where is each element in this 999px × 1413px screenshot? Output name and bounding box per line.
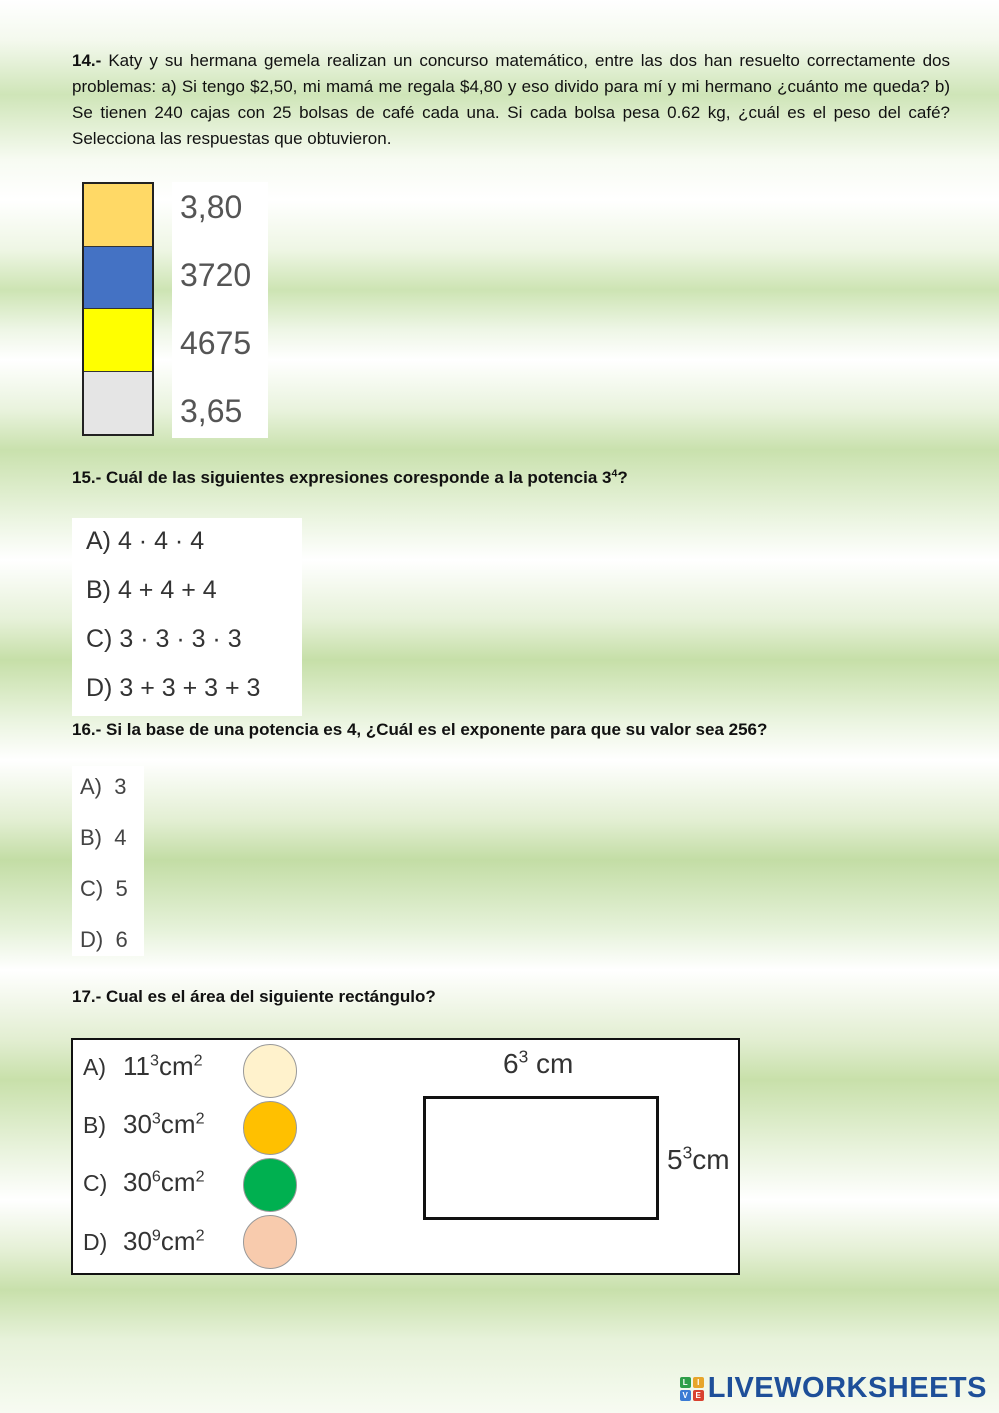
q17-option-exp: 3: [151, 1109, 161, 1128]
q14-color-swatches: [82, 182, 154, 436]
q16-option-letter: A): [80, 774, 102, 799]
q16-option-letter: D): [80, 927, 104, 952]
q15-option-c[interactable]: [72, 616, 302, 665]
q17-option-c[interactable]: [83, 1162, 205, 1202]
q17-answer-circle[interactable]: [243, 1044, 297, 1098]
q15-option-letter: B): [86, 576, 111, 604]
question-14-number: 14.-: [72, 51, 102, 70]
rectangle-figure: [423, 1096, 659, 1220]
q15-option-a[interactable]: [72, 518, 302, 567]
question-16-title: 16.- Si la base de una potencia es 4, ¿Cuál es el exponente para que su valor sea 256?: [72, 720, 768, 739]
q14-swatch[interactable]: [84, 309, 152, 372]
height-exp: 3: [682, 1142, 693, 1163]
q16-option-a[interactable]: [72, 766, 144, 817]
question-15-options: [72, 518, 302, 716]
q17-option-unit: cm: [158, 1051, 194, 1081]
q17-option-b[interactable]: [83, 1104, 205, 1144]
q17-option-unit-exp: 2: [195, 1109, 205, 1128]
q15-option-d[interactable]: [72, 665, 302, 714]
q15-option-letter: C): [86, 625, 113, 653]
q17-option-unit: cm: [160, 1226, 196, 1256]
q17-option-base: 30: [123, 1109, 152, 1139]
q16-option-value: 3: [114, 774, 127, 799]
q17-option-base: 30: [123, 1167, 152, 1197]
q14-answer-value: 4675: [180, 325, 252, 361]
q17-option-letter: B): [83, 1112, 106, 1138]
height-base: 5: [667, 1144, 683, 1175]
q17-option-letter: C): [83, 1170, 108, 1196]
question-14-body: Katy y su hermana gemela realizan un concurso matemático, entre las dos han resuelto correctamente dos problemas: a) Si tengo $2,50, mi mamá me regala $4,80 y eso divido para mí y mi hermano ¿cuánto me queda? b) Se tienen 240 cajas con 25 bolsas de café cada una. Si cada bolsa pesa 0.62 kg, ¿cuál es el peso del café? Selecciona las respuestas que obtuvieron.: [72, 51, 950, 148]
rectangle-height-label: [667, 1144, 730, 1176]
q15-option-expr: 3 + 3 + 3 + 3: [119, 674, 261, 702]
question-17-box: [71, 1038, 740, 1275]
q17-option-unit-exp: 2: [193, 1051, 203, 1070]
question-17-title: 17.- Cual es el área del siguiente rectángulo?: [72, 987, 436, 1006]
q16-option-letter: B): [80, 825, 102, 850]
q16-option-d[interactable]: [72, 919, 144, 970]
q14-answer-value: 3720: [180, 257, 252, 293]
logo-letter: E: [693, 1390, 704, 1401]
logo-letter: I: [693, 1377, 704, 1388]
logo-letter: V: [680, 1390, 691, 1401]
question-15-title-end: ?: [617, 468, 628, 487]
question-15-title-text: 15.- Cuál de las siguientes expresiones coresponde a la potencia 3: [72, 468, 612, 487]
q16-option-value: 6: [115, 927, 128, 952]
q17-option-exp: 9: [151, 1226, 161, 1245]
q17-option-exp: 6: [151, 1167, 161, 1186]
q17-option-unit: cm: [160, 1167, 196, 1197]
q14-answer-values: [172, 182, 268, 438]
q14-swatch[interactable]: [84, 372, 152, 435]
q16-option-b[interactable]: [72, 817, 144, 868]
q16-option-c[interactable]: [72, 868, 144, 919]
q16-option-value: 5: [115, 876, 128, 901]
q17-option-unit: cm: [160, 1109, 196, 1139]
height-unit: cm: [692, 1144, 730, 1175]
q15-option-expr: 4 + 4 + 4: [117, 576, 217, 604]
q15-option-expr: 4 · 4 · 4: [117, 527, 205, 555]
logo-letter: L: [680, 1377, 691, 1388]
rectangle-width-label: [503, 1048, 573, 1080]
logo-icon: [680, 1377, 704, 1401]
q15-option-letter: A): [86, 527, 111, 555]
q17-answer-circle[interactable]: [243, 1158, 297, 1212]
width-exp: 3: [518, 1046, 529, 1067]
q14-answer-value: 3,80: [180, 189, 243, 225]
q17-option-letter: A): [83, 1054, 106, 1080]
q17-option-letter: D): [83, 1229, 108, 1255]
q17-option-d[interactable]: [83, 1221, 205, 1261]
q16-option-value: 4: [114, 825, 127, 850]
q14-swatch[interactable]: [84, 247, 152, 310]
width-base: 6: [503, 1048, 519, 1079]
q17-answer-circle[interactable]: [243, 1101, 297, 1155]
q14-answer-value: 3,65: [180, 393, 243, 429]
question-15-exponent: 4: [611, 467, 618, 480]
question-16-options: [72, 766, 144, 956]
q15-option-expr: 3 · 3 · 3 · 3: [119, 625, 242, 653]
question-15-title: [72, 468, 628, 488]
q16-option-letter: C): [80, 876, 104, 901]
q17-option-unit-exp: 2: [195, 1167, 205, 1186]
liveworksheets-logo: [680, 1372, 987, 1405]
q15-option-b[interactable]: [72, 567, 302, 616]
q17-option-unit-exp: 2: [195, 1226, 205, 1245]
q17-option-base: 30: [123, 1226, 152, 1256]
q17-option-base: 11: [123, 1051, 150, 1081]
width-unit: cm: [528, 1048, 574, 1079]
q15-option-letter: D): [86, 674, 113, 702]
question-14-text: [72, 48, 950, 152]
q17-answer-circle[interactable]: [243, 1215, 297, 1269]
q14-swatch[interactable]: [84, 184, 152, 247]
q17-option-a[interactable]: [83, 1046, 203, 1086]
logo-text: LIVEWORKSHEETS: [707, 1372, 987, 1404]
q17-option-exp: 3: [150, 1051, 159, 1070]
